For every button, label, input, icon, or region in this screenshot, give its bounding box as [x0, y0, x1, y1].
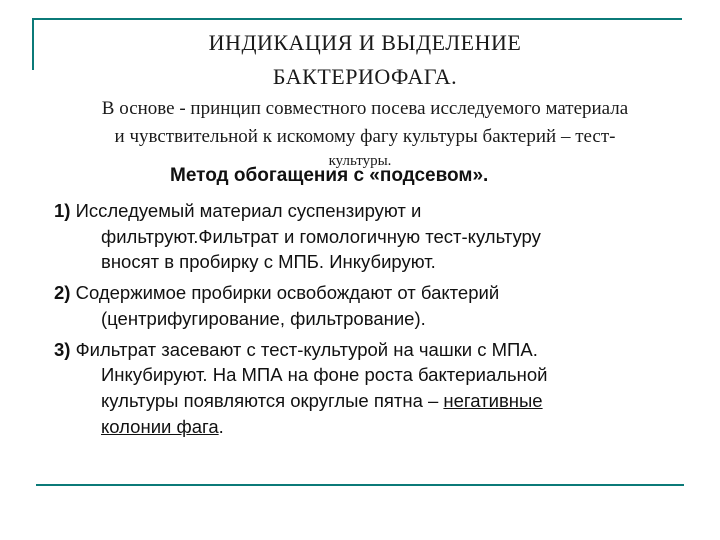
step-3-line-3 — [54, 388, 694, 414]
step-2-line-1 — [54, 280, 694, 306]
step-1-text: Исследуемый материал суспензируют и — [75, 200, 422, 221]
step-3-line-4 — [54, 414, 694, 440]
left-frame-line — [32, 20, 34, 70]
negative-term-underlined: негативные — [443, 389, 543, 411]
step-2-text: Содержимое пробирки освобождают от бактерий — [75, 282, 500, 304]
method-heading: Метод обогащения с «подсевом». — [170, 165, 489, 186]
bottom-frame-line — [36, 484, 684, 486]
step-3-line-1 — [54, 337, 694, 363]
step-1-line-1 — [54, 198, 694, 224]
slide-title-line-2: БАКТЕРИОФАГА. — [272, 64, 458, 89]
step-1-number: 1) — [54, 200, 71, 221]
step-1-line-2: фильтруют.Фильтрат и гомологичную тест-культуру — [101, 225, 541, 247]
step-3-line-2: Инкубируют. На МПА на фоне роста бактериальной — [101, 364, 548, 386]
step-3-text: Фильтрат засевают с тест-культурой на чашки с МПА. — [75, 338, 538, 360]
intro-text-line-3: культуры. — [328, 153, 392, 169]
steps-list — [54, 198, 694, 439]
slide-title-line-1: ИНДИКАЦИЯ И ВЫДЕЛЕНИЕ — [208, 30, 522, 55]
step-3-number: 3) — [54, 338, 71, 360]
step-3-period: . — [218, 415, 224, 437]
phage-colonies-underlined: колонии фага — [101, 415, 219, 437]
top-frame-line — [32, 18, 682, 20]
step-3-text-plain: культуры появляются округлые пятна – — [101, 389, 444, 411]
step-2-number: 2) — [54, 282, 71, 304]
step-1-line-3: вносят в пробирку с МПБ. Инкубируют. — [101, 251, 436, 273]
step-2-line-2: (центрифугирование, фильтрование). — [101, 307, 426, 329]
intro-text-line-1: В основе - принцип совместного посева исследуемого материала — [101, 98, 629, 119]
intro-text-line-2: и чувствительной к искомому фагу культуры бактерий – тест- — [114, 126, 616, 147]
